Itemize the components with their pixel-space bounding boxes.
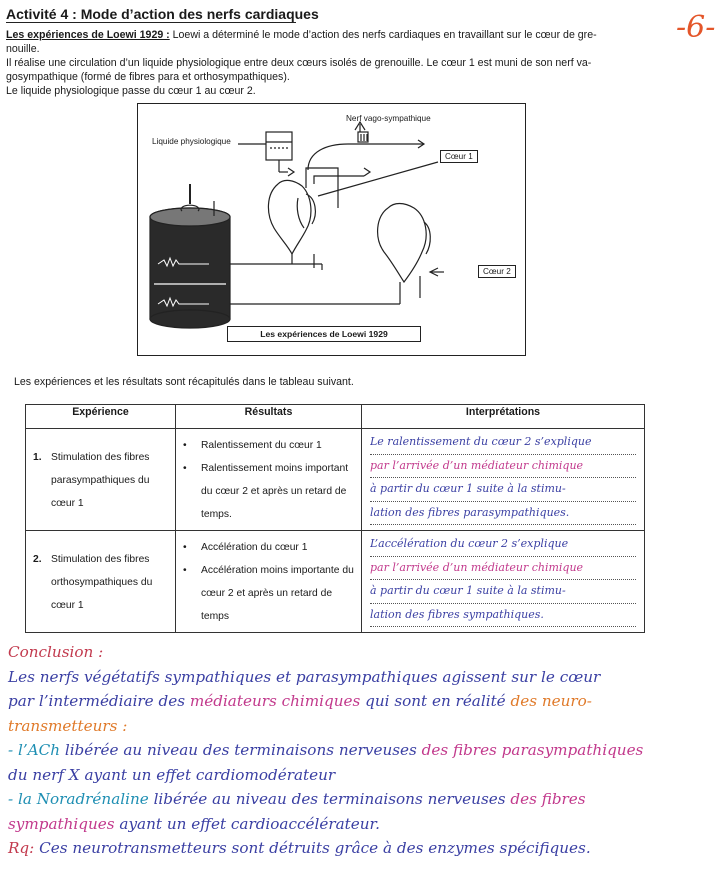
conclusion-line-2 (8, 689, 714, 714)
page-number: -6- (676, 10, 716, 45)
experience-text: Stimulation des fibres orthosympathiques du cœur 1 (51, 554, 153, 611)
intro-line-5: Le liquide physiologique passe du cœur 1 au cœur 2. (6, 85, 256, 97)
conclusion-line-4 (8, 738, 714, 763)
conclusion-line-5: du nerf X ayant un effet cardiomodérateur (8, 765, 336, 784)
conclusion-highlight: des neuro- (510, 692, 592, 710)
intro-line-2: nouille. (6, 43, 40, 55)
result-item: • Ralentissement du cœur 1 (201, 434, 360, 457)
conclusion-line-7 (8, 812, 714, 837)
label-nerve: Nerf vago-sympathique (346, 114, 431, 123)
experience-number: 1. (33, 452, 42, 463)
experience-cell (26, 531, 176, 633)
experience-number: 2. (33, 554, 42, 565)
result-item: • Ralentissement moins important du cœur 2 et après un retard de temps. (201, 457, 360, 526)
conclusion-highlight: sympathiques (8, 814, 115, 833)
interpretation-line: à partir du cœur 1 suite à la stimu- (370, 478, 636, 502)
conclusion-highlight: médiateurs chimiques (189, 692, 361, 710)
intro-heading: Les expériences de Loewi 1929 : (6, 29, 170, 41)
conclusion-highlight: Rq: (8, 839, 40, 857)
header-experience: Expérience (26, 405, 176, 429)
interpretation-line: lation des fibres parasympathiques. (370, 502, 636, 526)
conclusion-line-1: Les nerfs végétatifs sympathiques et parasympathiques agissent sur le cœur (8, 667, 601, 686)
conclusion-text: libérée au niveau des terminaisons nerveuses (64, 741, 422, 759)
conclusion-line-6 (8, 787, 714, 812)
experience-text: Stimulation des fibres parasympathiques du cœur 1 (51, 452, 150, 509)
results-cell (176, 531, 362, 633)
interpretation-cell (362, 429, 645, 531)
table-row (26, 531, 645, 633)
intro-line-1: Loewi a déterminé le mode d’action des nerfs cardiaques en travaillant sur le cœur de gre- (169, 29, 597, 41)
conclusion-highlight: des fibres parasympathiques (421, 741, 644, 759)
conclusion-title: Conclusion : (8, 643, 104, 661)
conclusion-highlight: - la Noradrénaline (8, 790, 154, 808)
intro-text (6, 28, 658, 98)
table-intro: Les expériences et les résultats sont récapitulés dans le tableau suivant. (14, 376, 354, 388)
conclusion-text: Ces neurotransmetteurs sont détruits grâce à des enzymes spécifiques. (39, 839, 591, 857)
conclusion-text: qui sont en réalité (360, 692, 511, 710)
table-row (26, 429, 645, 531)
conclusion-highlight: - l’ACh (8, 741, 65, 759)
intro-line-4: gosympathique (formé de fibres para et orthosympathiques). (6, 71, 290, 83)
conclusion-highlight: des fibres (510, 790, 586, 808)
experience-cell (26, 429, 176, 531)
results-cell (176, 429, 362, 531)
interpretation-line: Le ralentissement du cœur 2 s’explique (370, 431, 636, 455)
interpretation-line: à partir du cœur 1 suite à la stimu- (370, 580, 636, 604)
page-title: Activité 4 : Mode d’action des nerfs cardiaques (6, 6, 319, 22)
figure-caption: Les expériences de Loewi 1929 (227, 326, 421, 342)
result-item: • Accélération moins importante du cœur 2 et après un retard de temps (201, 559, 360, 628)
interpretation-line: par l’arrivée d’un médiateur chimique (370, 455, 636, 479)
label-heart-2: Cœur 2 (478, 265, 516, 278)
interpretation-line: lation des fibres sympathiques. (370, 604, 636, 628)
interpretation-line: L’accélération du cœur 2 s’explique (370, 533, 636, 557)
label-heart-1: Cœur 1 (440, 150, 478, 163)
conclusion (8, 640, 714, 861)
title-underline (6, 22, 296, 23)
loewi-figure (137, 103, 526, 356)
table-header-row (26, 405, 645, 429)
conclusion-line-8 (8, 836, 714, 861)
label-liquid: Liquide physiologique (152, 137, 231, 146)
conclusion-text: par l’intermédiaire des (8, 692, 190, 710)
interpretation-line: par l’arrivée d’un médiateur chimique (370, 557, 636, 581)
conclusion-line-3: transmetteurs : (8, 716, 128, 735)
interpretation-cell (362, 531, 645, 633)
intro-line-3: Il réalise une circulation d’un liquide physiologique entre deux cœurs isolés de grenouille. Le cœur 1 est muni de son nerf va- (6, 57, 592, 69)
result-item: • Accélération du cœur 1 (201, 536, 360, 559)
header-results: Résultats (176, 405, 362, 429)
conclusion-text: ayant un effet cardioaccélérateur. (114, 814, 380, 833)
header-interpretations: Interprétations (362, 405, 645, 429)
conclusion-text: libérée au niveau des terminaisons nerveuses (153, 790, 511, 808)
results-table (25, 404, 645, 633)
